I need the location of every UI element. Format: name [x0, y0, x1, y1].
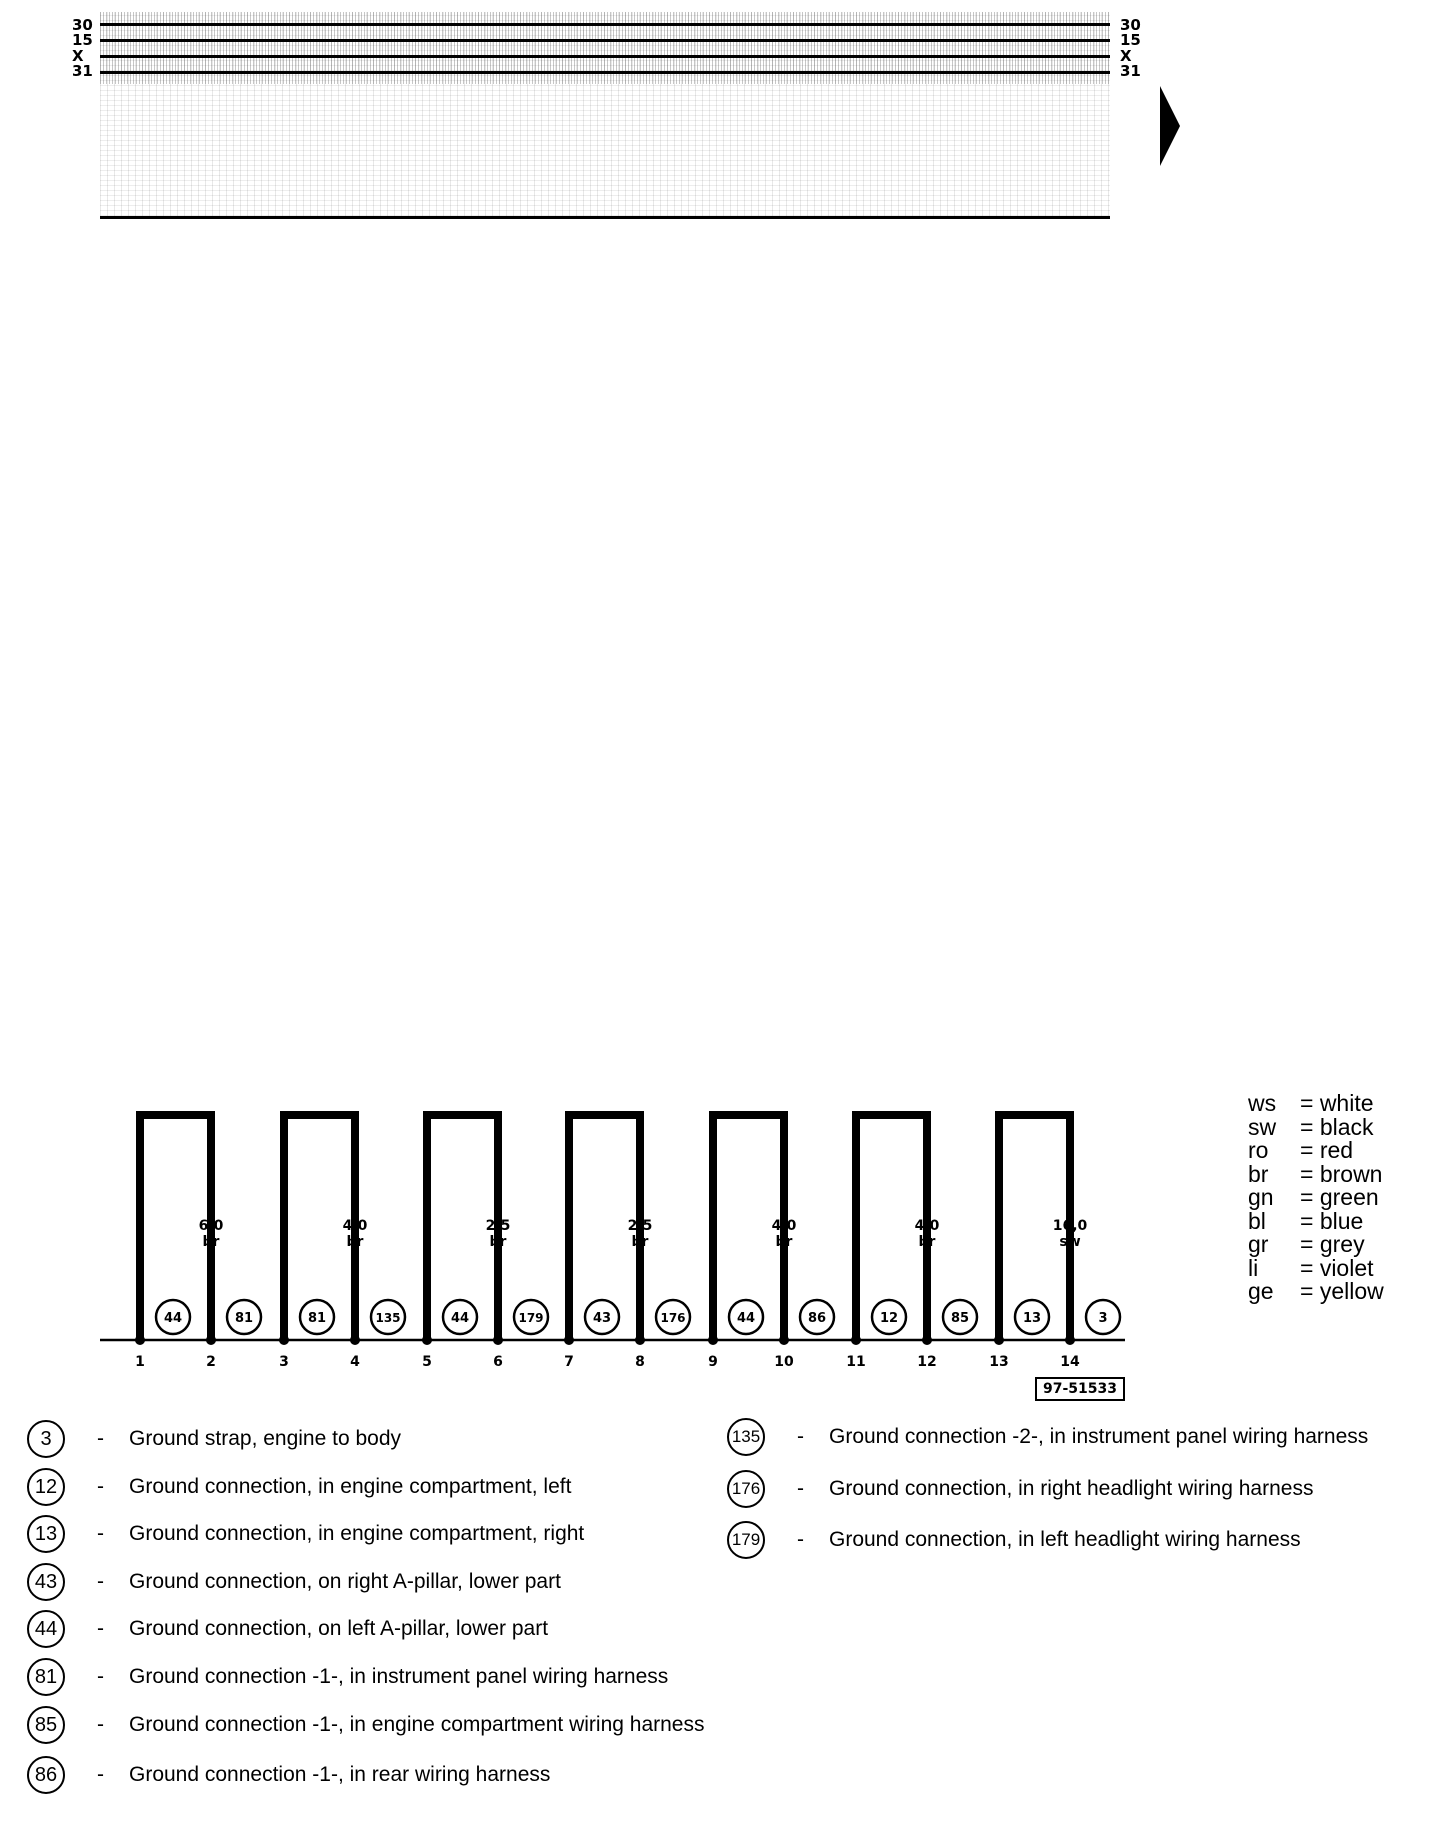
ground-circle-label: 44 — [736, 1311, 756, 1326]
legend-name: = violet — [1300, 1254, 1374, 1281]
bus-line-15 — [100, 39, 1110, 42]
ground-circle-label: 176 — [660, 1311, 686, 1325]
bus-label-left-x: X — [72, 47, 84, 65]
bus-label-left-30: 30 — [72, 16, 93, 34]
bus-label-right-31: 31 — [1120, 62, 1141, 80]
ground-number-circle: 176 — [727, 1470, 765, 1508]
wire-color-label: br — [918, 1234, 936, 1250]
legend-code: li — [1248, 1254, 1259, 1281]
bus-line-31 — [100, 71, 1110, 74]
ground-circle-label: 12 — [879, 1311, 899, 1326]
legend-row — [1248, 1254, 1374, 1281]
ground-circle-label: 43 — [592, 1311, 612, 1326]
ground-circle-label: 135 — [375, 1311, 401, 1325]
ground-description: Ground connection -2-, in instrument panel wiring harness — [829, 1425, 1369, 1448]
ground-dash: - — [97, 1617, 104, 1640]
ground-number-circle: 3 — [27, 1420, 65, 1458]
legend-name: = grey — [1300, 1231, 1365, 1257]
legend-code: gr — [1248, 1231, 1269, 1257]
terminal-dot — [422, 1335, 432, 1345]
wire-size-label: 2,5 — [627, 1218, 653, 1234]
legend-name: = green — [1300, 1184, 1379, 1210]
ground-circle-label: 81 — [234, 1311, 254, 1326]
ground-number-circle: 179 — [727, 1521, 765, 1559]
terminal-dot — [135, 1335, 145, 1345]
legend-name: = red — [1300, 1137, 1354, 1163]
legend-row — [1248, 1160, 1383, 1187]
ground-circle-label: 44 — [450, 1311, 470, 1326]
ground-description: Ground connection, in engine compartment, right — [129, 1522, 585, 1545]
bus-line-30 — [100, 23, 1110, 26]
ground-number-circle: 85 — [27, 1706, 65, 1744]
ground-circle-label: 13 — [1022, 1311, 1042, 1326]
legend-code: ge — [1248, 1278, 1274, 1304]
terminal-dot — [635, 1335, 645, 1345]
terminal-number: 9 — [708, 1354, 718, 1370]
terminal-dot — [206, 1335, 216, 1345]
bus-label-right-x: X — [1120, 47, 1132, 65]
terminal-number: 13 — [989, 1354, 1009, 1370]
terminal-dot — [851, 1335, 861, 1345]
ground-description: Ground connection, on left A-pillar, lower part — [129, 1617, 549, 1640]
legend-row — [1248, 1139, 1353, 1162]
terminal-number: 3 — [279, 1354, 289, 1370]
legend-name: = brown — [1300, 1160, 1383, 1187]
terminal-number: 14 — [1060, 1354, 1080, 1370]
ground-number-circle: 43 — [27, 1563, 65, 1601]
terminal-dot — [994, 1335, 1004, 1345]
ground-circle-label: 179 — [518, 1311, 544, 1325]
ground-number-circle: 13 — [27, 1515, 65, 1553]
ground-number-circle: 12 — [27, 1468, 65, 1506]
bus-label-left-15: 15 — [72, 31, 93, 49]
wire-color-label: sw — [1059, 1234, 1081, 1250]
wire-color-label: br — [631, 1234, 649, 1250]
terminal-dot — [350, 1335, 360, 1345]
ground-dash: - — [797, 1477, 804, 1500]
terminal-number: 1 — [135, 1354, 145, 1370]
terminal-dot — [493, 1335, 503, 1345]
terminal-dot — [708, 1335, 718, 1345]
bus-label-left-31: 31 — [72, 62, 93, 80]
bus-label-right-15: 15 — [1120, 31, 1141, 49]
terminal-numbers — [135, 1354, 1080, 1370]
ground-circle-label: 44 — [163, 1311, 183, 1326]
wire-color-label: br — [202, 1234, 220, 1250]
terminal-number: 7 — [564, 1354, 574, 1370]
ground-dash: - — [97, 1763, 104, 1786]
bus-line-x — [100, 55, 1110, 58]
ground-dash: - — [97, 1713, 104, 1736]
wire-color-label: br — [775, 1234, 793, 1250]
wire-size-label: 2,5 — [485, 1218, 511, 1234]
ground-number-circle: 135 — [727, 1418, 765, 1456]
terminal-number: 10 — [774, 1354, 794, 1370]
wire-size-label: 4,0 — [771, 1218, 797, 1234]
bus-bottom-line — [100, 216, 1110, 219]
legend-name: = blue — [1300, 1207, 1364, 1234]
wire-size-label: 4,0 — [914, 1218, 940, 1234]
legend-name: = yellow — [1300, 1278, 1384, 1304]
terminal-number: 4 — [350, 1354, 360, 1370]
ground-circle-label: 86 — [807, 1311, 827, 1326]
ground-description: Ground connection, in right headlight wiring harness — [829, 1477, 1314, 1500]
ground-circle-label: 3 — [1098, 1311, 1108, 1326]
legend-code: gn — [1248, 1184, 1274, 1210]
terminal-number: 8 — [635, 1354, 645, 1370]
ground-description: Ground connection -1-, in engine compartment wiring harness — [129, 1713, 705, 1736]
wire-size-label: 4,0 — [342, 1218, 368, 1234]
ground-dash: - — [797, 1425, 804, 1448]
terminal-number: 2 — [206, 1354, 216, 1370]
terminal-dot — [279, 1335, 289, 1345]
next-page-arrow-icon[interactable] — [1160, 86, 1180, 166]
wire-color-label: br — [346, 1234, 364, 1250]
ground-dash: - — [797, 1528, 804, 1551]
wire-labels — [199, 1218, 1088, 1250]
terminal-dot — [779, 1335, 789, 1345]
reference-code: 97-51533 — [1035, 1377, 1125, 1401]
ground-description: Ground strap, engine to body — [129, 1427, 402, 1450]
legend-code: ws — [1248, 1090, 1277, 1116]
terminal-number: 11 — [846, 1354, 866, 1370]
ground-number-circle: 44 — [27, 1610, 65, 1648]
legend-code: bl — [1248, 1207, 1266, 1234]
legend-row — [1248, 1207, 1364, 1234]
terminal-number: 6 — [493, 1354, 503, 1370]
ground-wiring-diagram — [0, 1090, 1140, 1370]
wire-size-label: 16,0 — [1052, 1218, 1088, 1234]
terminal-dot — [922, 1335, 932, 1345]
ground-number-circle: 81 — [27, 1658, 65, 1696]
ground-dash: - — [97, 1475, 104, 1498]
legend-code: ro — [1248, 1137, 1269, 1163]
ground-description: Ground connection, in left headlight wiring harness — [829, 1528, 1301, 1551]
ground-number-circle: 86 — [27, 1756, 65, 1794]
ground-circle-label: 85 — [950, 1311, 970, 1326]
legend-code: sw — [1248, 1113, 1277, 1140]
legend-row — [1248, 1280, 1384, 1303]
legend-row — [1248, 1113, 1374, 1140]
legend-row — [1248, 1092, 1374, 1115]
ground-description: Ground connection -1-, in rear wiring harness — [129, 1763, 551, 1786]
ground-dash: - — [97, 1570, 104, 1593]
legend-name: = black — [1300, 1113, 1374, 1140]
wire-color-label: br — [489, 1234, 507, 1250]
ground-description: Ground connection, in engine compartment, left — [129, 1475, 572, 1498]
terminal-dot — [1065, 1335, 1075, 1345]
terminal-number: 5 — [422, 1354, 432, 1370]
legend-name: = white — [1300, 1090, 1374, 1116]
wire-size-label: 6,0 — [198, 1218, 224, 1234]
ground-dash: - — [97, 1665, 104, 1688]
terminal-number: 12 — [917, 1354, 937, 1370]
legend-row — [1248, 1186, 1379, 1209]
bus-label-right-30: 30 — [1120, 16, 1141, 34]
legend-row — [1248, 1233, 1365, 1256]
terminal-dot — [564, 1335, 574, 1345]
ground-dash: - — [97, 1522, 104, 1545]
ground-circle-label: 81 — [307, 1311, 327, 1326]
ground-description: Ground connection, on right A-pillar, lower part — [129, 1570, 561, 1593]
ground-description: Ground connection -1-, in instrument panel wiring harness — [129, 1665, 669, 1688]
legend-code: br — [1248, 1160, 1269, 1187]
ground-dash: - — [97, 1427, 104, 1450]
